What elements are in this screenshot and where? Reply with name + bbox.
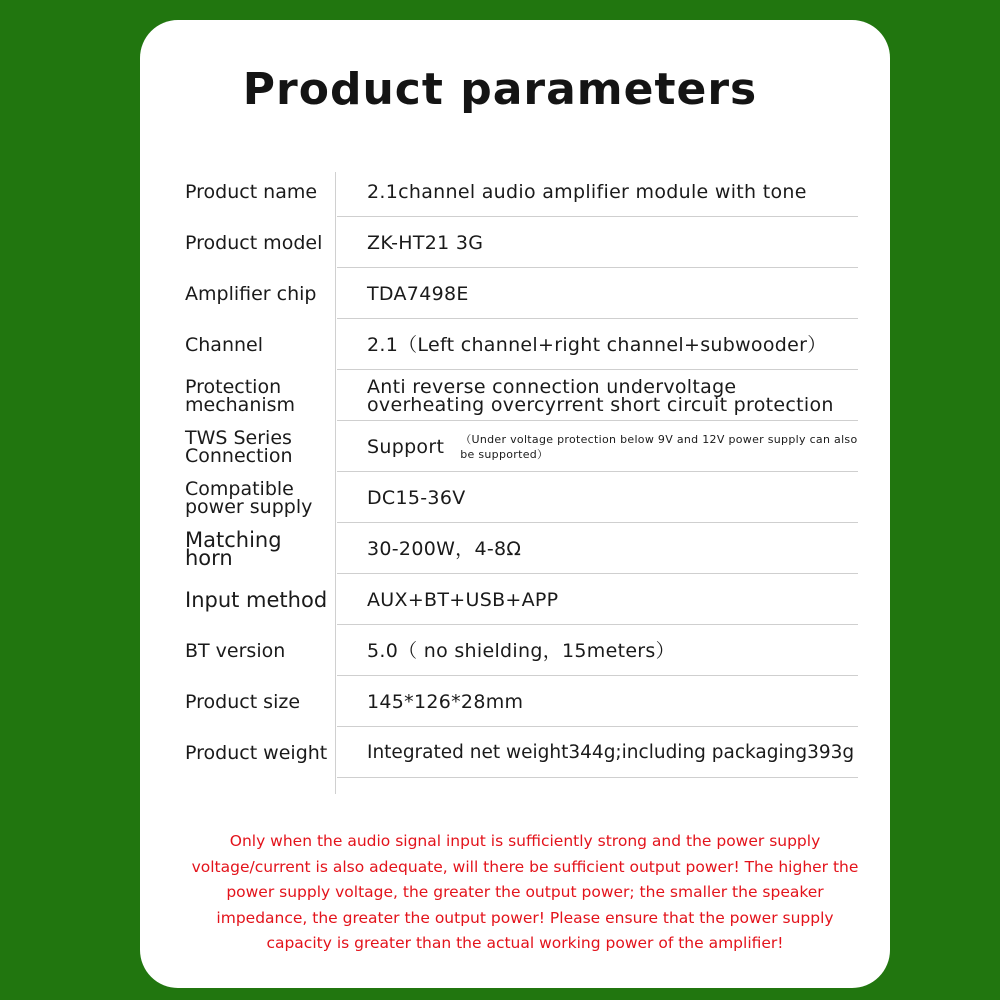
row-value: TDA7498E <box>367 282 469 305</box>
row-label: Product weight <box>185 741 328 764</box>
table-row <box>185 574 858 625</box>
row-label: Product size <box>185 690 301 713</box>
row-label: Product name <box>185 180 318 203</box>
row-label: BT version <box>185 639 286 662</box>
row-value <box>367 421 858 472</box>
table-row <box>185 727 858 778</box>
row-label: Compatible power supply <box>185 477 313 518</box>
table-row <box>185 166 858 217</box>
table-row <box>185 370 858 421</box>
row-value-note: （Under voltage protection below 9V and 12V power supply can also be supported） <box>460 432 858 461</box>
row-label: TWS Series Connection <box>185 426 293 467</box>
row-value-text: Support <box>367 435 445 458</box>
table-row <box>185 625 858 676</box>
table-row <box>185 676 858 727</box>
table-row <box>185 217 858 268</box>
row-value: Integrated net weight344g;including packaging393g <box>367 741 855 763</box>
row-value: 2.1channel audio amplifier module with tone <box>367 180 807 203</box>
row-value: Anti reverse connection undervoltage overheating overcyrrent short circuit protection <box>367 375 834 416</box>
row-value: 2.1（Left channel+right channel+subwooder） <box>367 333 827 356</box>
row-value: 145*126*28mm <box>367 690 524 713</box>
table-row <box>185 523 858 574</box>
table-row <box>185 268 858 319</box>
row-divider <box>337 777 858 778</box>
row-label: Channel <box>185 333 264 356</box>
row-label: Product model <box>185 231 323 254</box>
page-title: Product parameters <box>242 64 758 115</box>
row-label: Protection mechanism <box>185 375 296 416</box>
row-label: Input method <box>185 587 328 612</box>
table-row <box>185 319 858 370</box>
row-value: AUX+BT+USB+APP <box>367 588 559 611</box>
row-label: Matching horn <box>185 527 282 570</box>
table-row <box>185 421 858 472</box>
power-warning-note: Only when the audio signal input is sufficiently strong and the power supply voltage/current is also adequate, will there be sufficient output power! The higher the power supply voltage, the greater the output power; the smaller the speaker impedance, the greater the output power! Please ensure that the power supply capacity is greater than the actual working power of the amplifier! <box>191 832 859 952</box>
row-value: DC15-36V <box>367 486 466 509</box>
table-row <box>185 472 858 523</box>
row-label: Amplifier chip <box>185 282 317 305</box>
row-value: 30-200W，4-8Ω <box>367 537 522 560</box>
row-value: 5.0（ no shielding，15meters） <box>367 639 675 662</box>
row-value: ZK-HT21 3G <box>367 231 484 254</box>
